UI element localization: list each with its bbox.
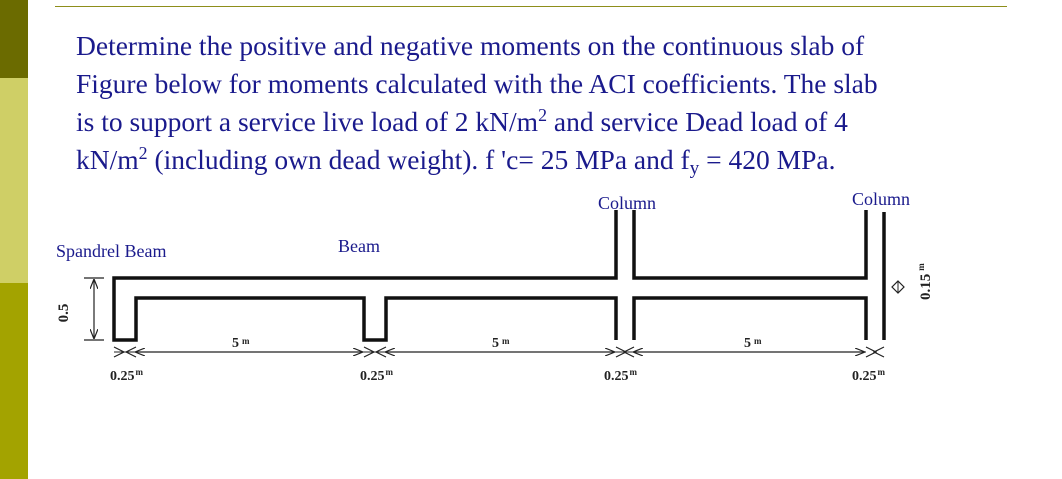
slab-top-middle — [634, 210, 866, 278]
spandrel-beam-label: Spandrel Beam — [56, 241, 167, 261]
problem-text: = 420 MPa. — [699, 144, 836, 175]
superscript: 2 — [538, 105, 547, 126]
support-width-4: 0.25$^m$ — [852, 367, 885, 384]
slab-outline — [114, 210, 884, 340]
span-3-label: 5 $^m$ — [744, 336, 762, 351]
problem-text: kN/m — [76, 144, 139, 175]
beam-label: Beam — [338, 236, 380, 256]
depth-dimension — [56, 278, 104, 340]
column-2-label: Column — [852, 189, 911, 209]
problem-text: and service Dead load of 4 — [547, 106, 848, 137]
column-1-label: Column — [598, 193, 657, 213]
slab-bottom-right — [634, 298, 866, 340]
span-1-label: 5 $^m$ — [232, 336, 250, 351]
support-width-3: 0.25$^m$ — [604, 367, 637, 384]
problem-text: Determine the positive and negative moments on the continuous slab of — [76, 30, 865, 61]
slab-top-left — [114, 210, 616, 340]
slab-thickness-label: 0.15$^m$ — [916, 263, 934, 300]
problem-text: Figure below for moments calculated with the ACI coefficients. The slab — [76, 68, 878, 99]
span-2-label: 5 $^m$ — [492, 336, 510, 351]
problem-text: c= 25 MPa and f — [506, 144, 690, 175]
span-dimensions — [114, 347, 884, 357]
support-width-1: 0.25$^m$ — [110, 367, 143, 384]
slab-thickness-dimension — [892, 263, 934, 300]
problem-text: is to support a service live load of 2 kN/m — [76, 106, 539, 137]
support-width-2: 0.25$^m$ — [360, 367, 393, 384]
depth-label: 0.5 — [56, 303, 72, 323]
subscript: y — [689, 157, 700, 179]
superscript: 2 — [138, 143, 148, 164]
problem-text: (including own dead weight). f ' — [147, 144, 507, 175]
